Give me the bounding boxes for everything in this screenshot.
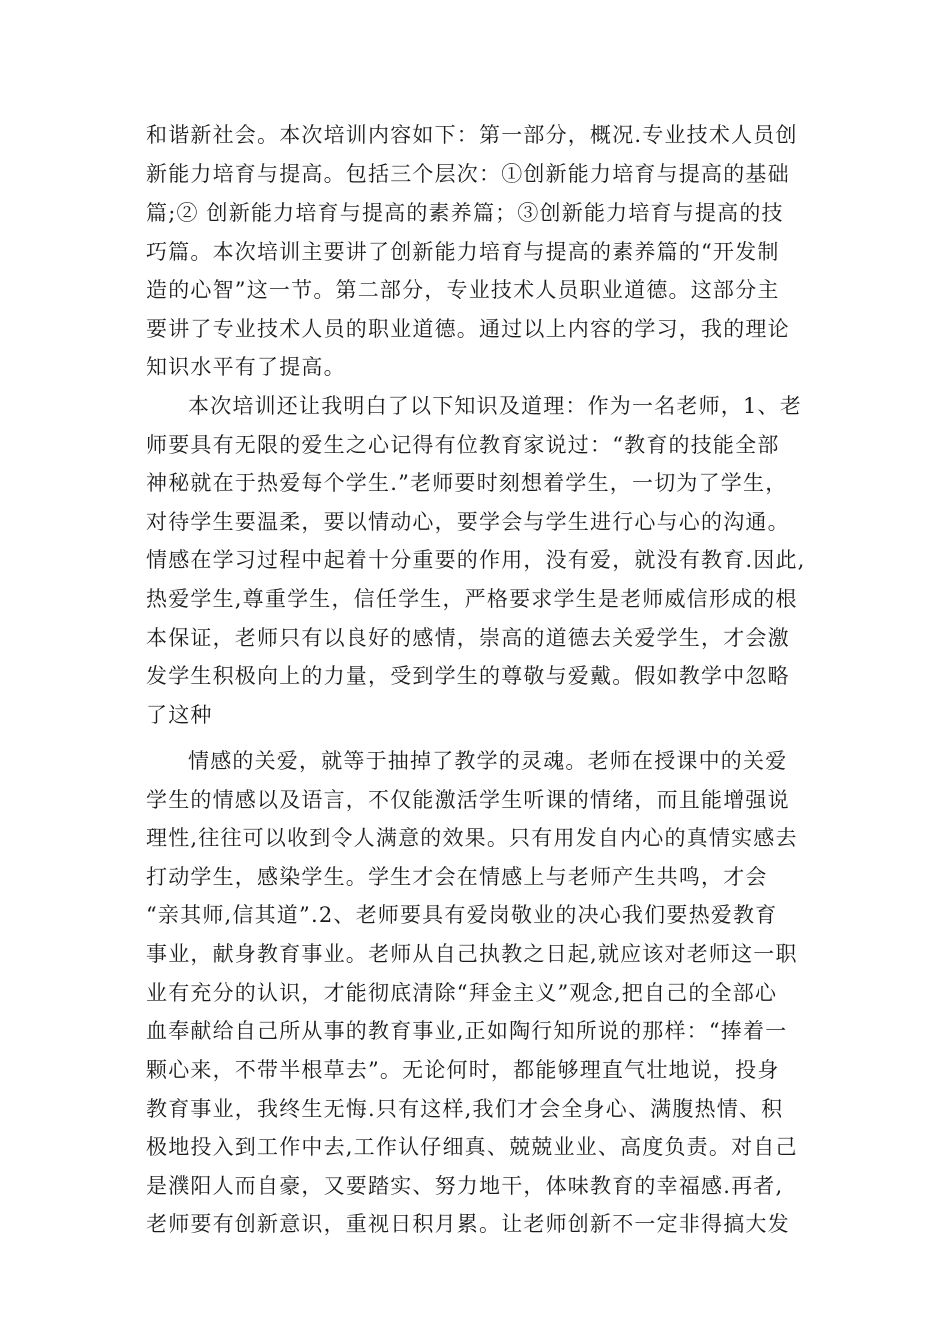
text-line: 对待学生要温柔，要以情动心，要学会与学生进行心与心的沟通。 xyxy=(146,510,790,534)
paragraph-first-line: 本次培训还让我明白了以下知识及道理：作为一名老师，1、老 xyxy=(188,394,802,418)
text-line: 新能力培育与提高。包括三个层次：①创新能力培育与提高的基础 xyxy=(146,162,790,186)
text-line: 造的心智”这一节。第二部分，专业技术人员职业道德。这部分主 xyxy=(146,278,780,302)
text-line: 篇;② 创新能力培育与提高的素养篇；③创新能力培育与提高的技 xyxy=(146,201,784,225)
text-line: 热爱学生,尊重学生，信任学生，严格要求学生是老师威信形成的根 xyxy=(146,587,798,611)
text-line: 情感在学习过程中起着十分重要的作用，没有爱，就没有教育.因此, xyxy=(146,548,806,572)
text-line: 打动学生，感染学生。学生才会在情感上与老师产生共鸣，才会 xyxy=(146,865,768,889)
text-line: 教育事业，我终生无悔.只有这样,我们才会全身心、满腹热情、积 xyxy=(146,1097,784,1121)
text-line: 颗心来，不带半根草去”。无论何时，都能够理直气壮地说，投身 xyxy=(146,1058,780,1082)
text-line: 老师要有创新意识，重视日积月累。让老师创新不一定非得搞大发 xyxy=(146,1212,790,1236)
text-line: 事业，献身教育事业。老师从自己执教之日起,就应该对老师这一职 xyxy=(146,942,798,966)
text-line: 本保证，老师只有以良好的感情，崇高的道德去关爱学生，才会激 xyxy=(146,626,790,650)
text-line: 是濮阳人而自豪，又要踏实、努力地干，体味教育的幸福感.再者, xyxy=(146,1174,784,1198)
text-line: 血奉献给自己所从事的教育事业,正如陶行知所说的那样：“捧着一 xyxy=(146,1019,788,1043)
text-line: “亲其师,信其道”.2、老师要具有爱岗敬业的决心我们要热爱教育 xyxy=(146,903,778,927)
text-line: 业有充分的认识，才能彻底清除“拜金主义”观念,把自己的全部心 xyxy=(146,981,778,1005)
paragraph-first-line: 情感的关爱，就等于抽掉了教学的灵魂。老师在授课中的关爱 xyxy=(188,749,788,773)
text-line: 学生的情感以及语言，不仅能激活学生听课的情绪，而且能增强说 xyxy=(146,788,790,812)
text-line: 发学生积极向上的力量，受到学生的尊敬与爱戴。假如教学中忽略 xyxy=(146,664,790,688)
text-line: 知识水平有了提高。 xyxy=(146,355,346,379)
text-line: 和谐新社会。本次培训内容如下：第一部分，概况.专业技术人员创 xyxy=(146,123,798,147)
text-line: 巧篇。本次培训主要讲了创新能力培育与提高的素养篇的“开发制 xyxy=(146,240,780,264)
text-line: 要讲了专业技术人员的职业道德。通过以上内容的学习，我的理论 xyxy=(146,317,790,341)
text-line: 神秘就在于热爱每个学生.”老师要时刻想着学生，一切为了学生， xyxy=(146,471,788,495)
text-line: 理性,往往可以收到令人满意的效果。只有用发自内心的真情实感去 xyxy=(146,826,798,850)
text-line: 师要具有无限的爱生之心记得有位教育家说过：“教育的技能全部 xyxy=(146,433,780,457)
text-line: 极地投入到工作中去,工作认仔细真、兢兢业业、高度负责。对自己 xyxy=(146,1135,798,1159)
text-line: 了这种 xyxy=(146,703,213,727)
